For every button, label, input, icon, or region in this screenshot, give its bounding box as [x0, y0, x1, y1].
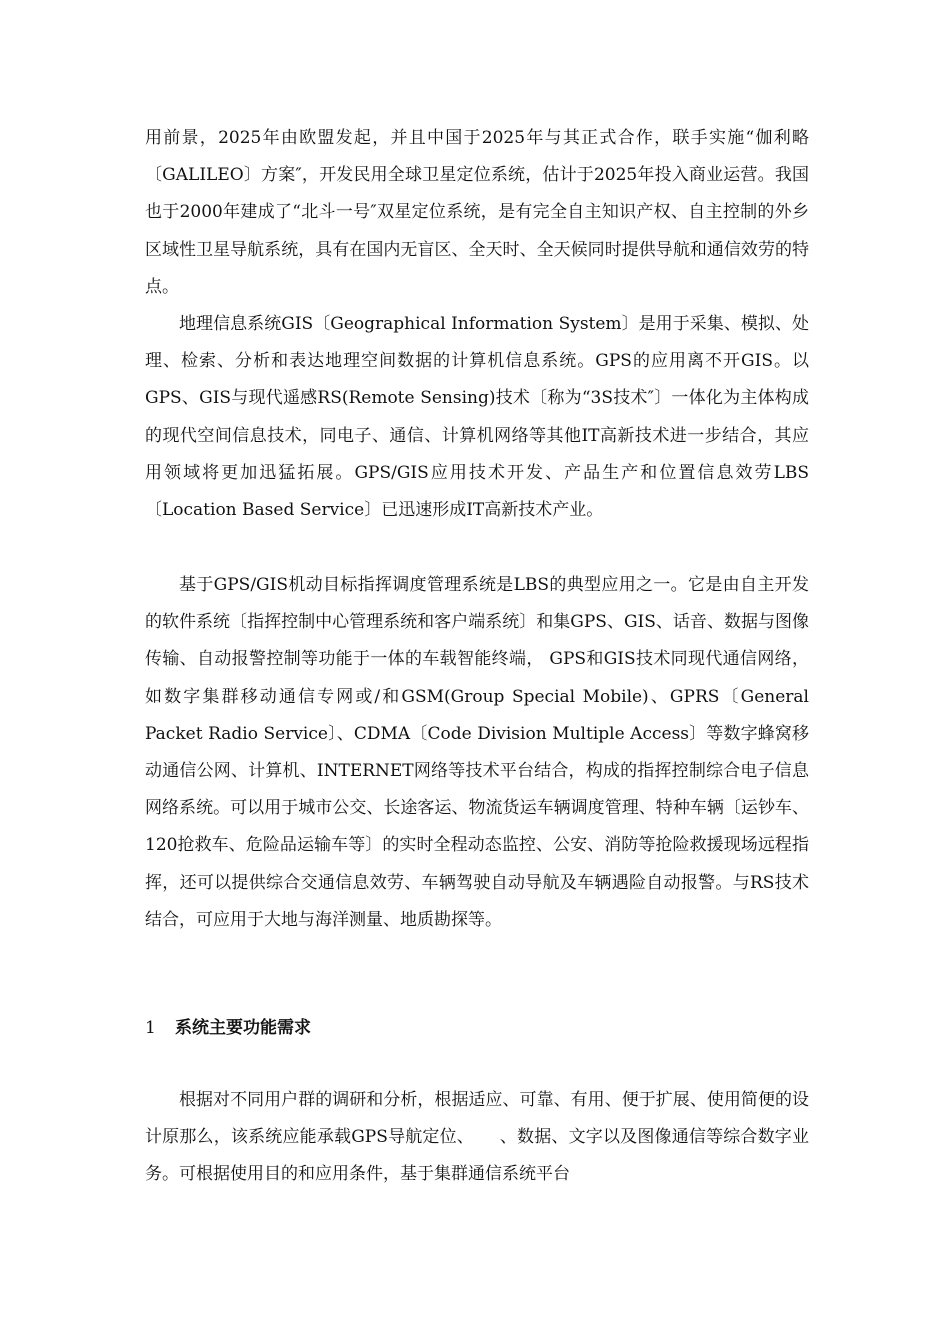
paragraph-gis-definition: 地理信息系统GIS〔Geographical Information System〕是用于采集、模拟、处理、检索、分析和表达地理空间数据的计算机信息系统。GPS的应用离不开GIS。以GPS、GIS与现代遥感RS(Remote Sensing)技术〔称为“3S技术″〕一体化为主体构成的现代空间信息技术，同电子、通信、计算机网络等其他IT高新技术进一步结合，其应用领域将更加迅猛拓展。GPS/GIS应用技术开发、产品生产和位置信息效劳LBS〔Location Based Service〕已迅速形成IT高新技术产业。	[145, 314, 809, 521]
section-number: 1	[145, 1018, 156, 1038]
section-heading	[145, 1013, 311, 1043]
paragraph-galileo-beidou: 用前景，2025年由欧盟发起，并且中国于2025年与其正式合作，联手实施“伽利略〔GALILEO〕方案″，开发民用全球卫星定位系统，估计于2025年投入商业运营。我国也于2000年建成了“北斗一号″双星定位系统，是有完全自主知识产权、自主控制的外乡区域性卫星导航系统，具有在国内无盲区、全天时、全天候同时提供导航和通信效劳的特点。	[145, 128, 809, 297]
paragraph-lbs-application: 基于GPS/GIS机动目标指挥调度管理系统是LBS的典型应用之一。它是由自主开发的软件系统〔指挥控制中心管理系统和客户端系统〕和集GPS、GIS、话音、数据与图像传输、自动报警控制等功能于一体的车载智能终端， GPS和GIS技术同现代通信网络，如数字集群移动通信专网或/和GSM(Group Special Mobile)、GPRS〔General Packet Radio Service〕、CDMA〔Code Division Multiple Access〕等数字蜂窝移动通信公网、计算机、INTERNET网络等技术平台结合，构成的指挥控制综合电子信息网络系统。可以用于城市公交、长途客运、物流货运车辆调度管理、特种车辆〔运钞车、120抢救车、危险品运输车等〕的实时全程动态监控、公安、消防等抢险救援现场远程指挥，还可以提供综合交通信息效劳、车辆驾驶自动导航及车辆遇险自动报警。与RS技术结合，可应用于大地与海洋测量、地质勘探等。	[145, 575, 809, 930]
paragraph-requirements: 根据对不同用户群的调研和分析，根据适应、可靠、有用、便于扩展、使用简便的设计原那么，该系统应能承载GPS导航定位、 、数据、文字以及图像通信等综合数字业务。可根据使用目的和应用条件，基于集群通信系统平台	[145, 1090, 809, 1185]
section-title: 系统主要功能需求	[175, 1018, 311, 1038]
